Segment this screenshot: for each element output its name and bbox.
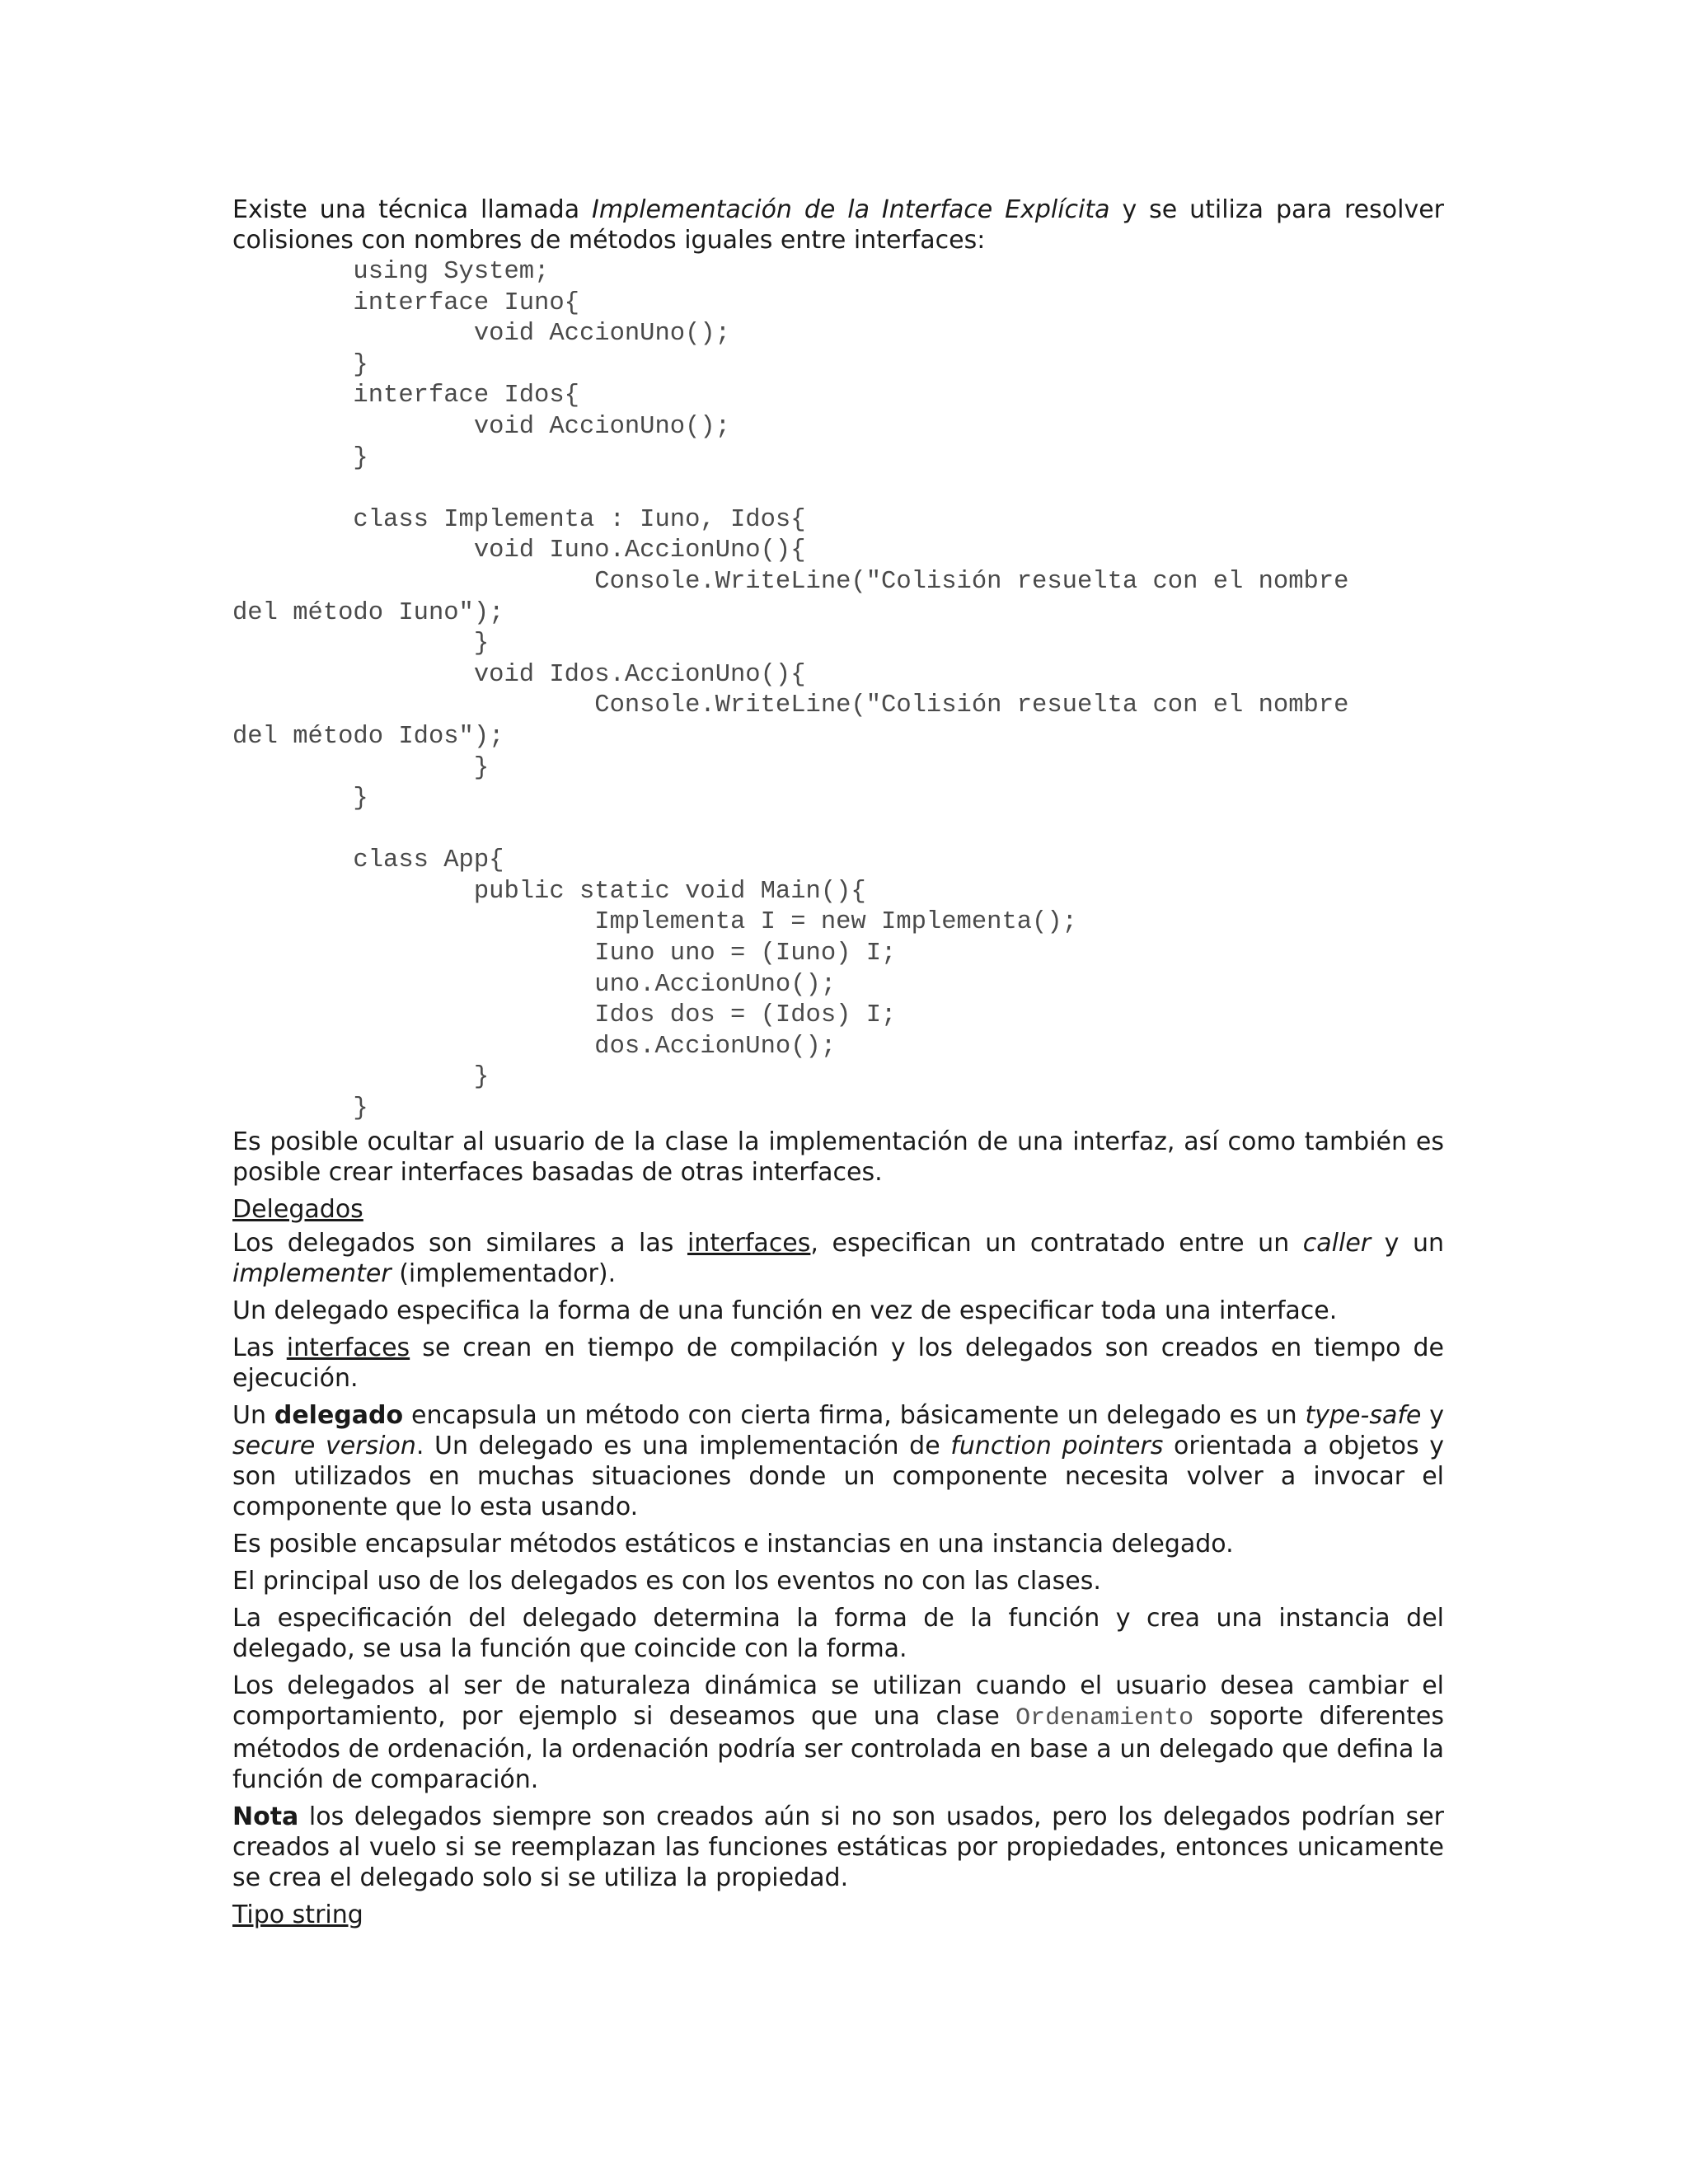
- delegados-paragraph-4: Un delegado encapsula un método con cierta firma, básicamente un delegado es un type-safe y secure version. Un delegado es una implementación de function pointers orientada a objetos y son utilizados en muchas situaciones donde un componente necesita volver a invocar el componente que lo esta usando.: [232, 1400, 1445, 1521]
- intro-emphasis: Implementación de la Interface Explícita: [592, 195, 1110, 224]
- delegados-paragraph-1: Los delegados son similares a las interfaces, especifican un contratado entre un caller y un implementer (implementador).: [232, 1228, 1444, 1288]
- inline-code: Ordenamiento: [1015, 1704, 1194, 1732]
- interfaces-link[interactable]: interfaces: [286, 1333, 410, 1362]
- delegados-paragraph-3: Las interfaces se crean en tiempo de compilación y los delegados son creados en tiempo de ejecución.: [232, 1333, 1444, 1393]
- delegados-paragraph-2: Un delegado especifica la forma de una función en vez de especificar toda una interface.: [232, 1296, 1338, 1325]
- nota-paragraph: Nota los delegados siempre son creados aún si no son usados, pero los delegados podrían ser creados al vuelo si se reemplazan las funciones estáticas por propiedades, entonces unicamente se crea el delegado solo si se utiliza la propiedad.: [232, 1802, 1444, 1892]
- delegados-paragraph-5: Es posible encapsular métodos estáticos e instancias en una instancia delegado.: [232, 1529, 1234, 1558]
- delegados-paragraph-6: El principal uso de los delegados es con los eventos no con las clases.: [232, 1566, 1101, 1596]
- document-page: [232, 194, 1444, 1933]
- delegados-paragraph-8: Los delegados al ser de naturaleza dinámica se utilizan cuando el usuario desea cambiar el comportamiento, por ejemplo si deseamos que una clase Ordenamiento soporte diferentes métodos de ordenación, la ordenación podría ser controlada en base a un delegado que defina la función de comparación.: [232, 1671, 1444, 1794]
- delegados-paragraph-7: La especificación del delegado determina la forma de la función y crea una instancia del delegado, se usa la función que coincide con la forma.: [232, 1603, 1444, 1663]
- after-code-paragraph: Es posible ocultar al usuario de la clase la implementación de una interfaz, así como también es posible crear interfaces basadas de otras interfaces.: [232, 1127, 1444, 1187]
- intro-paragraph: Existe una técnica llamada Implementación de la Interface Explícita y se utiliza para resolver colisiones con nombres de métodos iguales entre interfaces:: [232, 195, 1444, 255]
- interfaces-link[interactable]: interfaces: [687, 1228, 811, 1258]
- delegados-heading[interactable]: Delegados: [232, 1194, 363, 1224]
- code-block: using System; interface Iuno{ void AccionUno(); } interface Idos{ void AccionUno(); } class Implementa : Iuno, Idos{ void Iuno.AccionUno(){ Console.WriteLine("Colisión resuelta con el nombre del método Iuno"); } void Idos.AccionUno(){ Console.WriteLine("Colisión resuelta con el nombre del método Idos"); } } class App{ public static void Main(){ Implementa I = new Implementa(); Iuno uno = (Iuno) I; uno.AccionUno(); Idos dos = (Idos) I; dos.AccionUno(); } }: [232, 258, 1349, 1123]
- tipo-string-heading[interactable]: Tipo string: [232, 1900, 363, 1929]
